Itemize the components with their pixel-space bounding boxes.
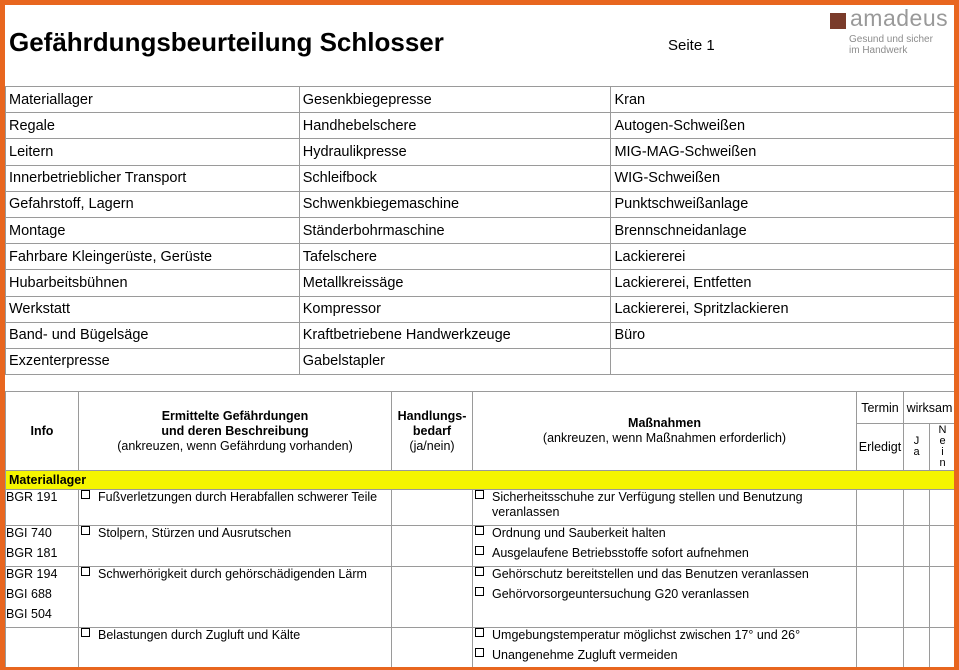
info-cell xyxy=(6,526,79,567)
equipment-row xyxy=(6,165,955,191)
col-info-header: Info xyxy=(6,392,79,471)
measure-checkbox[interactable] xyxy=(475,490,484,499)
termin-cell[interactable] xyxy=(857,628,904,668)
equipment-row xyxy=(6,87,955,113)
section-label: Materiallager xyxy=(6,471,955,490)
equipment-cell: Lackiererei, Entfetten xyxy=(611,270,954,296)
measure-checkbox[interactable] xyxy=(475,567,484,576)
col-need-header: Handlungs- bedarf (ja/nein) xyxy=(392,392,473,471)
equipment-cell: Lackiererei xyxy=(611,244,954,270)
hazard-text: Belastungen durch Zugluft und Kälte xyxy=(98,628,301,642)
measure-text: Ordnung und Sauberkeit halten xyxy=(492,526,666,540)
equipment-cell: Gefahrstoff, Lagern xyxy=(6,191,300,217)
equipment-row xyxy=(6,217,955,243)
measure-text: Sicherheitsschuhe zur Verfügung stellen und Benutzung veranlassen xyxy=(492,490,803,519)
col-nein-header: Nein xyxy=(930,424,955,471)
info-cell xyxy=(6,490,79,526)
equipment-cell: Regale xyxy=(6,113,300,139)
need-cell[interactable] xyxy=(392,567,473,628)
need-cell[interactable] xyxy=(392,628,473,668)
info-cell xyxy=(6,628,79,668)
col-termin-header: Termin xyxy=(857,392,904,424)
page-number: Seite 1 xyxy=(668,37,715,54)
termin-cell[interactable] xyxy=(857,490,904,526)
hazard-cell xyxy=(79,628,392,668)
equipment-cell: Kran xyxy=(611,87,954,113)
equipment-cell: Kraftbetriebene Handwerkzeuge xyxy=(299,322,611,348)
equipment-row xyxy=(6,139,955,165)
equipment-cell: Werkstatt xyxy=(6,296,300,322)
risk-row xyxy=(6,526,955,567)
measure-checkbox[interactable] xyxy=(475,648,484,657)
logo-tagline: Gesund und sicher im Handwerk xyxy=(849,34,933,56)
measures-cell xyxy=(473,490,857,526)
measures-cell xyxy=(473,526,857,567)
equipment-cell: Schwenkbiegemaschine xyxy=(299,191,611,217)
equipment-cell xyxy=(611,348,954,374)
logo-brand: amadeus xyxy=(850,5,949,31)
risk-row xyxy=(6,567,955,628)
amadeus-logo xyxy=(830,5,950,58)
measure-text: Ausgelaufene Betriebsstoffe sofort aufnehmen xyxy=(492,546,749,560)
document-page xyxy=(5,5,954,667)
logo-square-icon xyxy=(830,13,846,29)
equipment-table xyxy=(5,86,954,375)
regulation-ref: BGR 191 xyxy=(6,490,58,504)
measure-text: Unangenehme Zugluft vermeiden xyxy=(492,648,678,662)
nein-cell[interactable] xyxy=(930,567,955,628)
equipment-cell: Brennschneidanlage xyxy=(611,217,954,243)
hazard-text: Schwerhörigkeit durch gehörschädigenden Lärm xyxy=(98,567,367,581)
nein-cell[interactable] xyxy=(930,628,955,668)
measure-checkbox[interactable] xyxy=(475,546,484,555)
equipment-cell: Hydraulikpresse xyxy=(299,139,611,165)
equipment-row xyxy=(6,348,955,374)
equipment-cell: Materiallager xyxy=(6,87,300,113)
hazard-checkbox[interactable] xyxy=(81,567,90,576)
need-cell[interactable] xyxy=(392,526,473,567)
col-wirksam-header: wirksam xyxy=(904,392,955,424)
regulation-ref: BGI 504 xyxy=(6,607,52,621)
equipment-cell: Innerbetrieblicher Transport xyxy=(6,165,300,191)
col-erledigt-header: Erledigt xyxy=(857,424,904,471)
hazard-checkbox[interactable] xyxy=(81,628,90,637)
hazard-cell xyxy=(79,567,392,628)
regulation-ref: BGI 740 xyxy=(6,526,52,540)
col-ja-header: Ja xyxy=(904,424,930,471)
col-hazards-header: Ermittelte Gefährdungen und deren Beschreibung (ankreuzen, wenn Gefährdung vorhanden) xyxy=(79,392,392,471)
info-cell xyxy=(6,567,79,628)
equipment-cell: Lackiererei, Spritzlackieren xyxy=(611,296,954,322)
equipment-cell: Gabelstapler xyxy=(299,348,611,374)
equipment-cell: Hubarbeitsbühnen xyxy=(6,270,300,296)
measure-checkbox[interactable] xyxy=(475,587,484,596)
hazard-text: Fußverletzungen durch Herabfallen schwerer Teile xyxy=(98,490,378,504)
risk-row xyxy=(6,628,955,668)
equipment-cell: Fahrbare Kleingerüste, Gerüste xyxy=(6,244,300,270)
equipment-row xyxy=(6,191,955,217)
equipment-cell: Autogen-Schweißen xyxy=(611,113,954,139)
measure-checkbox[interactable] xyxy=(475,526,484,535)
measure-checkbox[interactable] xyxy=(475,628,484,637)
ja-cell[interactable] xyxy=(904,526,930,567)
page-title: Gefährdungsbeurteilung Schlosser xyxy=(9,27,444,57)
equipment-cell: Tafelschere xyxy=(299,244,611,270)
equipment-row xyxy=(6,322,955,348)
col-measures-header: Maßnahmen (ankreuzen, wenn Maßnahmen erforderlich) xyxy=(473,392,857,471)
regulation-ref: BGI 688 xyxy=(6,587,52,601)
equipment-row xyxy=(6,296,955,322)
ja-cell[interactable] xyxy=(904,490,930,526)
equipment-cell: Band- und Bügelsäge xyxy=(6,322,300,348)
measures-cell xyxy=(473,567,857,628)
measures-cell xyxy=(473,628,857,668)
equipment-cell: MIG-MAG-Schweißen xyxy=(611,139,954,165)
equipment-cell: Leitern xyxy=(6,139,300,165)
equipment-cell: Metallkreissäge xyxy=(299,270,611,296)
hazard-checkbox[interactable] xyxy=(81,526,90,535)
equipment-cell: Ständerbohrmaschine xyxy=(299,217,611,243)
equipment-cell: Schleifbock xyxy=(299,165,611,191)
equipment-cell: Exzenterpresse xyxy=(6,348,300,374)
equipment-cell: Montage xyxy=(6,217,300,243)
equipment-cell: Gesenkbiegepresse xyxy=(299,87,611,113)
regulation-ref: BGR 194 xyxy=(6,567,58,581)
section-row xyxy=(6,471,955,490)
measure-text: Gehörvorsorgeuntersuchung G20 veranlassen xyxy=(492,587,750,601)
nein-cell[interactable] xyxy=(930,490,955,526)
equipment-cell: Büro xyxy=(611,322,954,348)
equipment-cell: Punktschweißanlage xyxy=(611,191,954,217)
regulation-ref: BGR 181 xyxy=(6,546,58,560)
equipment-row xyxy=(6,270,955,296)
ja-cell[interactable] xyxy=(904,567,930,628)
equipment-row xyxy=(6,113,955,139)
equipment-cell: Kompressor xyxy=(299,296,611,322)
need-cell[interactable] xyxy=(392,490,473,526)
risk-assessment-table xyxy=(5,391,954,667)
nein-cell[interactable] xyxy=(930,526,955,567)
equipment-row xyxy=(6,244,955,270)
risk-row xyxy=(6,490,955,526)
hazard-cell xyxy=(79,526,392,567)
equipment-cell: WIG-Schweißen xyxy=(611,165,954,191)
termin-cell[interactable] xyxy=(857,526,904,567)
measure-text: Gehörschutz bereitstellen und das Benutzen veranlassen xyxy=(492,567,809,581)
equipment-cell: Handhebelschere xyxy=(299,113,611,139)
ja-cell[interactable] xyxy=(904,628,930,668)
termin-cell[interactable] xyxy=(857,567,904,628)
hazard-checkbox[interactable] xyxy=(81,490,90,499)
measure-text: Umgebungstemperatur möglichst zwischen 17° und 26° xyxy=(492,628,801,642)
hazard-cell xyxy=(79,490,392,526)
hazard-text: Stolpern, Stürzen und Ausrutschen xyxy=(98,526,292,540)
